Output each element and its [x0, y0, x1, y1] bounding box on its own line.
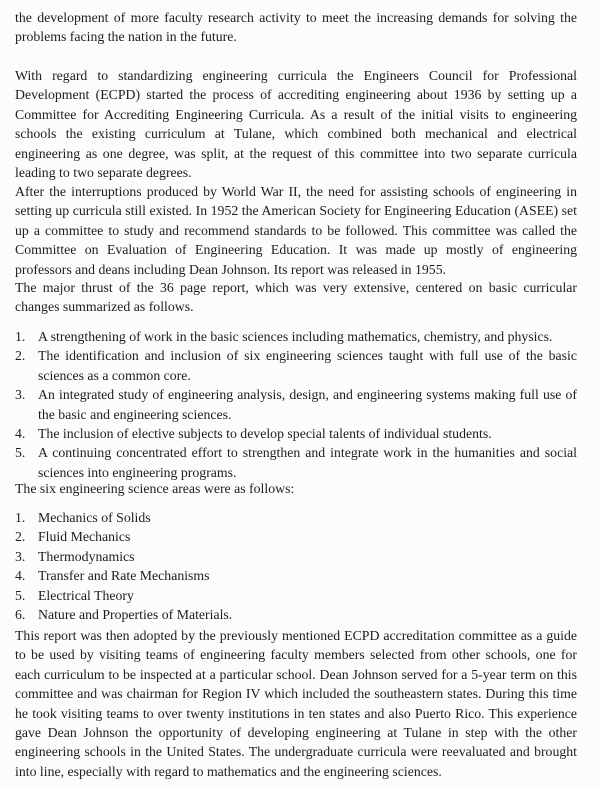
paragraph-science-areas-intro: The six engineering science areas were as follows: — [15, 481, 295, 496]
list-item-number: 2. — [15, 348, 26, 364]
list-item — [15, 586, 577, 605]
list-item — [15, 424, 577, 443]
list-item-text: Transfer and Rate Mechanisms — [38, 568, 210, 584]
list-item — [15, 605, 577, 624]
list-item-number: 2. — [15, 529, 26, 545]
list-item-text: The inclusion of elective subjects to develop special talents of individual students. — [38, 426, 492, 442]
list-item-text: A continuing concentrated effort to strengthen and integrate work in the humanities and social sciences into engineering programs. — [38, 445, 577, 480]
list-item — [15, 346, 577, 385]
list-item-text: Nature and Properties of Materials. — [38, 607, 233, 623]
list-item — [15, 508, 577, 527]
list-item-number: 3. — [15, 548, 26, 564]
paragraph-ecpd-adoption: This report was then adopted by the previously mentioned ECPD accreditation committee as a guide to be used by visiting teams of engineering faculty members selected from other schools, one for each curriculum to be inspected at a particular school. Dean Johnson served for a 5-year term on this committee and was chairman for Region IV which included the southeastern states. During this time he took visiting teams to over twenty institutions in ten states and also Puerto Rico. This experience gave Dean Johnson the opportunity of developing engineering at Tulane in step with the other engineering schools in the United States. The undergraduate curricula were reevaluated and brought into line, especially with regard to mathematics and the engineering sciences. — [15, 628, 577, 779]
list-item-text: Electrical Theory — [38, 587, 134, 603]
list-item-text: Mechanics of Solids — [38, 510, 151, 525]
list-item-text: The identification and inclusion of six engineering sciences taught with full use of the basic sciences as a common core. — [38, 348, 577, 383]
list-item-number: 4. — [15, 568, 26, 584]
list-item-number: 5. — [15, 587, 26, 603]
list-item-number: 1. — [15, 329, 26, 344]
list-item — [15, 385, 577, 424]
list-item — [15, 527, 577, 546]
list-item-number: 5. — [15, 445, 26, 461]
paragraph-intro-continuation: the development of more faculty research activity to meet the increasing demands for solving the problems facing the nation in the future. — [15, 10, 577, 45]
list-item — [15, 566, 577, 585]
paragraph-report-thrust: The major thrust of the 36 page report, which was very extensive, centered on basic curricular changes summarized as follows. — [15, 280, 577, 315]
list-item — [15, 327, 577, 346]
list-item — [15, 547, 577, 566]
list-item-text: Fluid Mechanics — [38, 529, 131, 545]
list-item — [15, 443, 577, 482]
list-item-number: 6. — [15, 607, 26, 623]
list-item-number: 4. — [15, 426, 26, 442]
list-item-number: 1. — [15, 510, 26, 525]
list-item-text: A strengthening of work in the basic sciences including mathematics, chemistry, and physics. — [38, 329, 553, 344]
science-areas-list — [15, 508, 577, 624]
list-item-number: 3. — [15, 387, 26, 403]
paragraph-asee-committee: After the interruptions produced by World War II, the need for assisting schools of engineering in setting up curricula still existed. In 1952 the American Society for Engineering Education (ASEE) set up a committee to study and recommend standards to be followed. This committee was called the Committee on Evaluation of Engineering Education. It was made up mostly of engineering professors and deans including Dean Johnson. Its report was released in 1955. — [15, 184, 577, 277]
paragraph-ecpd-accreditation: With regard to standardizing engineering curricula the Engineers Council for Professional Development (ECPD) started the process of accrediting engineering about 1936 by setting up a Committee for Accrediting Engineering Curricula. As a result of the initial visits to engineering schools the existing curriculum at Tulane, which combined both mechanical and electrical engineering as one degree, was split, at the request of this committee into two separate curricula leading to two separate degrees. — [15, 68, 577, 181]
curricular-changes-list — [15, 327, 577, 482]
list-item-text: An integrated study of engineering analysis, design, and engineering systems making full use of the basic and engineering sciences. — [38, 387, 577, 422]
list-item-text: Thermodynamics — [38, 548, 135, 564]
